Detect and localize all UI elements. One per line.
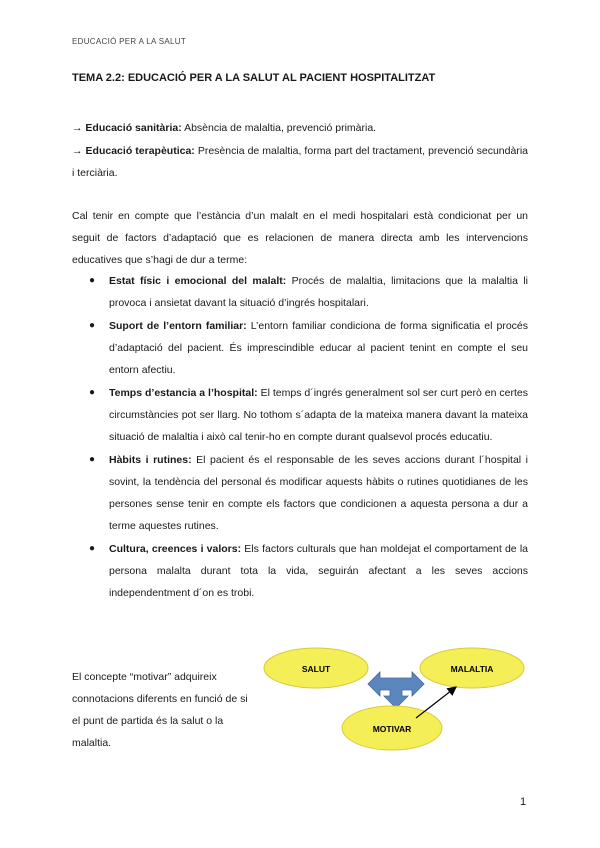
bullet-icon: ● bbox=[89, 454, 96, 465]
factor-title: Cultura, creences i valors: bbox=[109, 543, 242, 555]
factor-text: Els factors culturals que han moldejat el comportament de la persona malalta durant tota la vida, seguirán afectant a les seves accions independentment d´on es trobi. bbox=[109, 543, 528, 599]
node-malaltia-label: MALALTIA bbox=[450, 664, 494, 674]
arrow-icon: → bbox=[72, 145, 83, 157]
bullet-icon: ● bbox=[89, 543, 96, 554]
node-motivar-label: MOTIVAR bbox=[372, 724, 412, 734]
definition-text: Presència de malaltia, forma part del tractament, prevenció secundària i terciària. bbox=[72, 145, 528, 179]
list-item bbox=[72, 315, 528, 381]
factor-title: Suport de l’entorn familiar: bbox=[109, 320, 247, 332]
definition-item bbox=[72, 117, 528, 139]
arrow-icon: → bbox=[72, 122, 83, 134]
factor-text: Procés de malaltia, limitacions que la malaltia li provoca i ansietat davant la situació d’ingrés hospitalari. bbox=[109, 275, 528, 309]
motivation-diagram bbox=[250, 640, 540, 765]
definition-term: Educació terapèutica: bbox=[85, 145, 195, 157]
bullet-icon: ● bbox=[89, 275, 96, 286]
node-salut-label: SALUT bbox=[301, 664, 331, 674]
list-item bbox=[72, 270, 528, 314]
motivar-to-malaltia-arrow bbox=[416, 687, 456, 718]
three-way-arrow-icon bbox=[368, 672, 424, 708]
factor-title: Hàbits i rutines: bbox=[109, 454, 192, 466]
definition-term: Educació sanitària: bbox=[85, 122, 182, 134]
definitions bbox=[72, 117, 528, 185]
list-item bbox=[72, 382, 528, 448]
list-item bbox=[72, 538, 528, 604]
factor-text: El temps d´ingrés generalment sol ser curt però en certes circumstàncies pot ser llarg. No tothom s´adapta de la mateixa manera davant la mateixa situació de malaltia i això cal tenir-ho en compte durant qualsevol procés educatiu. bbox=[109, 387, 528, 443]
page-number: 1 bbox=[520, 796, 527, 808]
intro-paragraph: Cal tenir en compte que l’estància d’un malalt en el medi hospitalari està condicionat per un seguit de factors d’adaptació que es relacionen de manera directa amb les intervencions educatives que s’hagi de dur a terme: bbox=[72, 210, 528, 266]
definition-item bbox=[72, 140, 528, 184]
factors-list bbox=[72, 270, 528, 604]
page-title: TEMA 2.2: EDUCACIÓ PER A LA SALUT AL PACIENT HOSPITALITZAT bbox=[72, 72, 436, 84]
bullet-icon: ● bbox=[89, 320, 96, 331]
list-item bbox=[72, 449, 528, 537]
definition-text: Absència de malaltia, prevenció primària. bbox=[184, 122, 377, 134]
running-header: EDUCACIÓ PER A LA SALUT bbox=[72, 37, 187, 46]
factor-title: Temps d’estancia a l’hospital: bbox=[109, 387, 258, 399]
factor-text: L’entorn familiar condiciona de forma significatia el procés d’adaptació del pacient. És imprescindible educar al pacient tenint en compte el seu entorn afectiu. bbox=[109, 320, 529, 376]
bullet-icon: ● bbox=[89, 387, 96, 398]
factor-text: El pacient és el responsable de les seves accions durant l´hospital i sovint, la tendència del personal és modificar aquests hàbits o rutines quotidianes de les persones sense tenir en compte els factors que condicionen a aquesta persona a dur a terme aquestes rutines. bbox=[109, 454, 528, 532]
factor-title: Estat físic i emocional del malalt: bbox=[109, 275, 287, 287]
motivar-paragraph: El concepte “motivar” adquireix connotacions diferents en funció de si el punt de partida és la salut o la malaltia. bbox=[72, 671, 248, 749]
